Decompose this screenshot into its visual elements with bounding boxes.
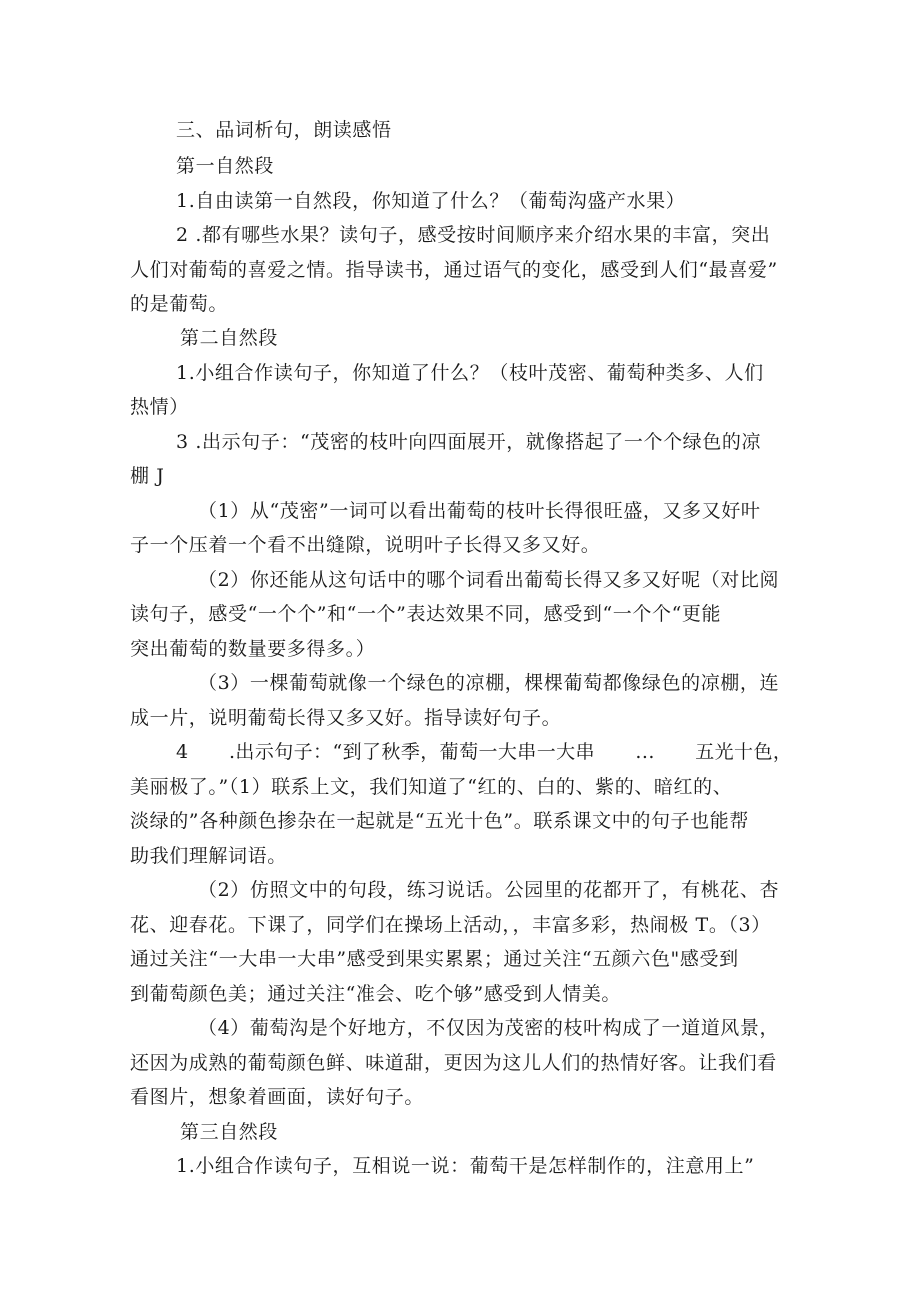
text-line: 3 .出示句子：“茂密的枝叶向四面展开，就像搭起了一个个绿色的凉 bbox=[176, 431, 762, 453]
text-line: （1）从“茂密”一词可以看出葡萄的枝叶长得很旺盛，又多又好叶 bbox=[198, 500, 761, 522]
text-line: 棚 J bbox=[130, 465, 165, 487]
text-line: 的是葡萄。 bbox=[130, 293, 229, 315]
text-line: （3）一棵葡萄就像一个绿色的凉棚，棵棵葡萄都像绿色的凉棚，连 bbox=[198, 672, 780, 694]
text-line: 助我们理解词语。 bbox=[130, 845, 287, 867]
text-line: 花、迎春花。下课了，同学们在操场上活动，，丰富多彩，热闹极 T。（3） bbox=[130, 914, 771, 936]
text-line: 突出葡萄的数量要多得多。） bbox=[130, 638, 376, 660]
text-line: （2）你还能从这句话中的哪个词看出葡萄长得又多又好呢（对比阅 bbox=[198, 569, 780, 591]
text-line: 美丽极了。”（1）联系上文，我们知道了“红的、白的、紫的、暗红的、 bbox=[130, 776, 733, 798]
text-line: 到葡萄颜色美；通过关注“准会、吃个够”感受到人情美。 bbox=[130, 983, 622, 1005]
text-line: 读句子，感受“一个个”和“一个”表达效果不同，感受到“一个个“更能 bbox=[130, 603, 722, 625]
text-line: 1.自由读第一自然段，你知道了什么？（葡萄沟盛产水果） bbox=[176, 190, 686, 212]
text-line: 成一片，说明葡萄长得又多又好。指导读好句子。 bbox=[130, 707, 562, 729]
text-line: （4）葡萄沟是个好地方，不仅因为茂密的枝叶构成了一道道风景， bbox=[198, 1017, 780, 1039]
text-line: 4 .出示句子：“到了秋季，葡萄一大串一大串 ... 五光十色， bbox=[176, 741, 793, 763]
text-line: 子一个压着一个看不出缝隙，说明叶子长得又多又好。 bbox=[130, 534, 601, 556]
text-line: 1.小组合作读句子，互相说一说：葡萄干是怎样制作的，注意用上” bbox=[176, 1155, 755, 1177]
text-line: 淡绿的”各种颜色掺杂在一起就是“五光十色”。联系课文中的句子也能帮 bbox=[130, 810, 749, 832]
text-line: 还因为成熟的葡萄颜色鲜、味道甜，更因为这儿人们的热情好客。让我们看 bbox=[130, 1052, 777, 1074]
paragraph-heading-1: 第一自然段 bbox=[176, 155, 275, 177]
text-line: 通过关注“一大串一大串”感受到果实累累；通过关注“五颜六色"感受到 bbox=[130, 948, 739, 970]
text-line: 看图片，想象着画面，读好句子。 bbox=[130, 1086, 425, 1108]
section-heading: 三、品词析句，朗读感悟 bbox=[176, 119, 392, 141]
text-line: 1.小组合作读句子，你知道了什么？（枝叶茂密、葡萄种类多、人们 bbox=[176, 362, 764, 384]
paragraph-heading-2: 第二自然段 bbox=[180, 327, 279, 349]
paragraph-heading-3: 第三自然段 bbox=[180, 1121, 279, 1143]
text-line: 人们对葡萄的喜爱之情。指导读书，通过语气的变化，感受到人们“最喜爱” bbox=[130, 259, 778, 281]
text-line: 2 .都有哪些水果？读句子，感受按时间顺序来介绍水果的丰富，突出 bbox=[176, 224, 771, 246]
text-line: 热情） bbox=[130, 396, 189, 418]
text-line: （2）仿照文中的句段，练习说话。公园里的花都开了，有桃花、杏 bbox=[198, 879, 780, 901]
